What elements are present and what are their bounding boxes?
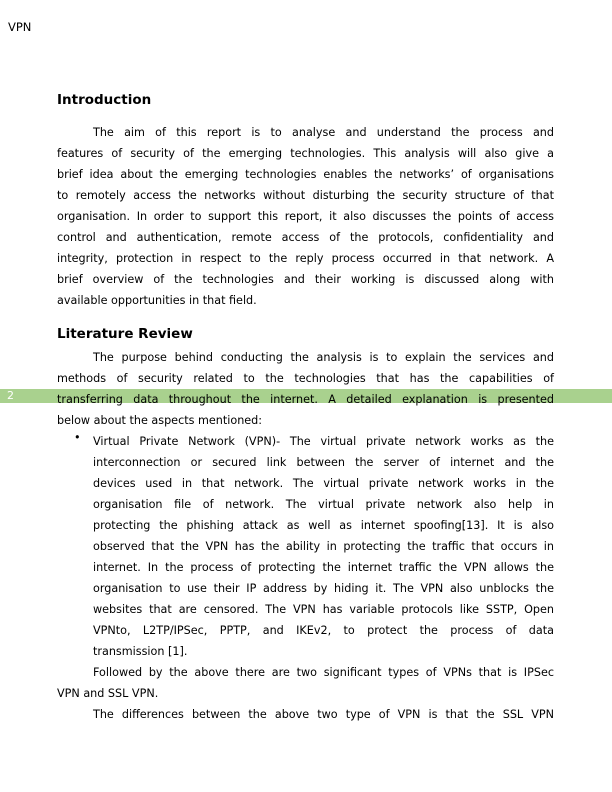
text-line: protecting the phishing attack as well as internet spoofing[13]. It is also (93, 519, 554, 532)
page-number: 2 (7, 389, 14, 402)
introduction-paragraph (57, 122, 554, 311)
text-line: transferring data throughout the internet. A detailed explanation is presented (57, 393, 554, 406)
text-line: methods of security related to the technologies that has the capabilities of (57, 372, 554, 385)
bullet-icon: • (74, 431, 81, 444)
text-line: internet. In the process of protecting the internet traffic the VPN allows the (93, 561, 554, 574)
text-line: The differences between the above two type of VPN is that the SSL VPN (93, 708, 554, 721)
text-line: control and authentication, remote access of the protocols, confidentiality and (57, 231, 554, 244)
literature-paragraph (57, 347, 554, 725)
text-line: brief idea about the emerging technologies enables the networks’ of organisations (57, 168, 554, 181)
text-line: to remotely access the networks without disturbing the security structure of that (57, 189, 554, 202)
text-line: transmission [1]. (93, 645, 188, 658)
text-line: features of security of the emerging technologies. This analysis will also give a (57, 147, 554, 160)
text-line: observed that the VPN has the ability in protecting the traffic that occurs in (93, 540, 554, 553)
running-header: VPN (8, 20, 32, 34)
text-line: below about the aspects mentioned: (57, 414, 263, 427)
text-line: organisation. In order to support this report, it also discusses the points of access (57, 210, 554, 223)
text-line: websites that are censored. The VPN has variable protocols like SSTP, Open (93, 603, 554, 616)
heading-literature-review: Literature Review (57, 326, 193, 342)
text-line: integrity, protection in respect to the reply process occurred in that network. A (57, 252, 554, 265)
text-line: organisation to use their IP address by hiding it. The VPN also unblocks the (93, 582, 554, 595)
text-line: VPN and SSL VPN. (57, 687, 159, 700)
text-line: Virtual Private Network (VPN)- The virtual private network works as the (93, 435, 554, 448)
text-line: interconnection or secured link between the server of internet and the (93, 456, 554, 469)
text-line: organisation file of network. The virtual private network also help in (93, 498, 554, 511)
bullet-item-vpn (57, 431, 554, 662)
text-line: brief overview of the technologies and their working is discussed along with (57, 273, 554, 286)
text-line: Followed by the above there are two significant types of VPNs that is IPSec (93, 666, 554, 679)
heading-introduction: Introduction (57, 92, 152, 108)
text-line: available opportunities in that field. (57, 294, 257, 307)
text-line: devices used in that network. The virtual private network works in the (93, 477, 554, 490)
text-line: VPNto, L2TP/IPSec, PPTP, and IKEv2, to protect the process of data (93, 624, 554, 637)
text-line: The aim of this report is to analyse and understand the process and (93, 126, 554, 139)
text-line: The purpose behind conducting the analysis is to explain the services and (93, 351, 554, 364)
